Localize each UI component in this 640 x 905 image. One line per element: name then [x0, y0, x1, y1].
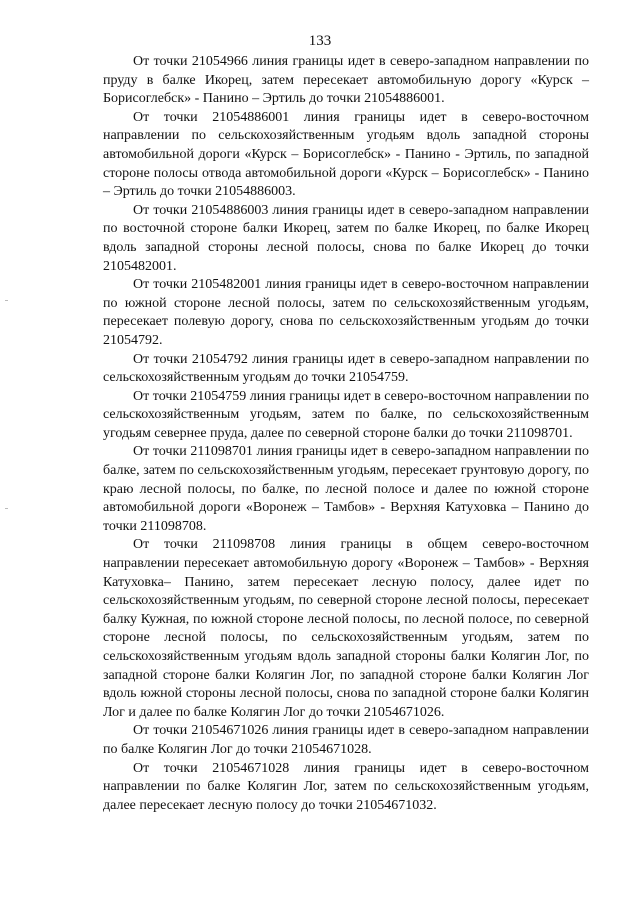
paragraph: От точки 21054886003 линия границы идет в северо-западном направлении по восточной стороне балки Икорец, затем по балке Икорец, по балке Икорец вдоль западной стороны лесной полосы, снова по балке Икорец до точки 2105482001.: [103, 202, 589, 274]
page-number: 133: [308, 33, 332, 49]
paragraph: От точки 21054759 линия границы идет в северо-восточном направлении по сельскохозяйственным угодьям, затем по балке, по сельскохозяйственным угодьям севернее пруда, далее по северной стороне балки до точки 211098701.: [103, 388, 589, 441]
paragraph: От точки 211098708 линия границы в общем северо-восточном направлении пересекает автомобильную дорогу «Воронеж – Тамбов» - Верхняя Катуховка– Панино, затем пересекает лесную полосу, далее идет по сельскохозяйственным угодьям, по северной стороне лесной полосы, пересекает балку Кужная, по южной стороне лесной полосы, по лесной полосе, по северной стороне лесной полосы, по сельскохозяйственным угодьям, затем по сельскохозяйственным угодьям вдоль западной стороны балки Колягин Лог, по западной стороне балки Колягин Лог, по западной стороне балки Колягин Лог вдоль южной стороны лесной полосы, снова по западной стороне балки Колягин Лог и далее по балке Колягин Лог до точки 21054671026.: [103, 537, 589, 720]
paragraph: От точки 2105482001 линия границы идет в северо-восточном направлении по южной стороне лесной полосы, затем по сельскохозяйственным угодьям, пересекает полевую дорогу, снова по сельскохозяйственным угодьям до точки 21054792.: [103, 277, 589, 348]
document-body: [103, 53, 589, 815]
paragraph: От точки 21054966 линия границы идет в северо-западном направлении по пруду в балке Икорец, затем пересекает автомобильную дорогу «Курск – Борисоглебск» - Панино – Эртиль до точки 21054886001.: [103, 54, 589, 107]
paragraph: От точки 211098701 линия границы идет в северо-западном направлении по балке, затем по сельскохозяйственным угодьям, пересекает грунтовую дорогу, по краю лесной полосы, по балке, по лесной полосе и далее по южной стороне автомобильной дороги «Воронеж – Тамбов» - Верхняя Катуховка – Панино до точки 211098708.: [103, 444, 589, 534]
paragraph: От точки 21054886001 линия границы идет в северо-восточном направлении по сельскохозяйственным угодьям вдоль западной стороны автомобильной дороги «Курск – Борисоглебск» - Панино - Эртиль, по западной стороне полосы отвода автомобильной дороги «Курск – Борисоглебск» - Панино – Эртиль до точки 21054886003.: [103, 109, 589, 200]
paragraph: От точки 21054671028 линия границы идет в северо-восточном направлении по балке Колягин Лог, затем по сельскохозяйственным угодьям, далее пересекает лесную полосу до точки 21054671032.: [103, 760, 589, 813]
scan-margin-mark: [5, 508, 8, 509]
paragraph: От точки 21054671026 линия границы идет в северо-западном направлении по балке Колягин Лог до точки 21054671028.: [103, 723, 589, 757]
paragraph: От точки 21054792 линия границы идет в северо-западном направлении по сельскохозяйственным угодьям до точки 21054759.: [103, 351, 589, 386]
scan-margin-mark: [5, 300, 8, 301]
